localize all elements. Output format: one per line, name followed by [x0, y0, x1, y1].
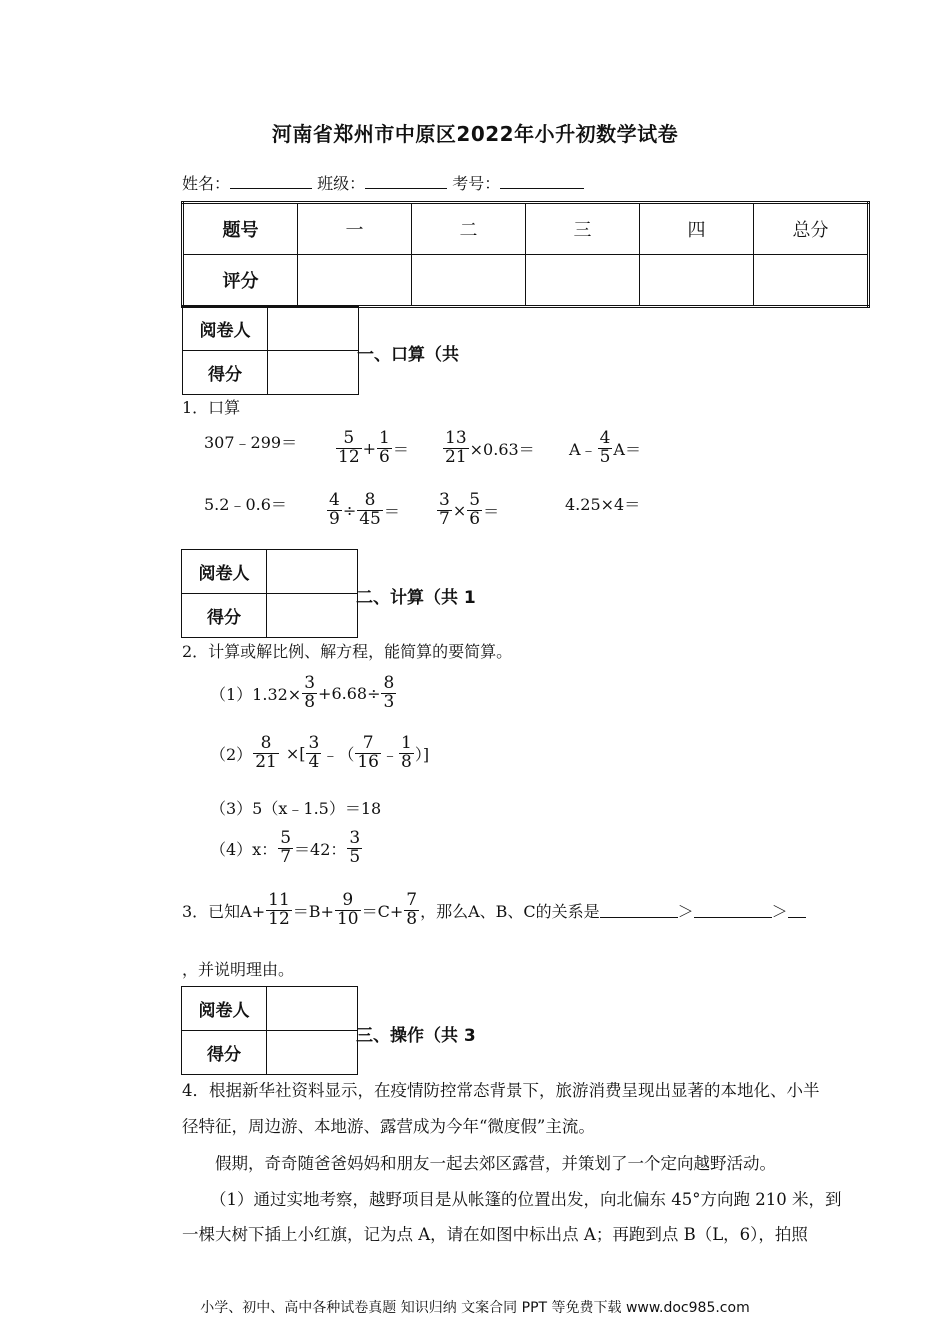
numerator: 8 [357, 492, 383, 511]
answer-blank[interactable] [600, 903, 678, 918]
math-text: ＝C+ [361, 901, 404, 921]
fraction [306, 735, 321, 772]
calc-item: （3）5（x﹣1.5）＝18 [210, 799, 382, 818]
math-item [569, 430, 641, 467]
denominator: 12 [268, 908, 290, 929]
denominator: 8 [400, 751, 412, 772]
operator: × [452, 500, 467, 520]
denominator: 6 [469, 508, 481, 529]
numerator: 4 [329, 490, 340, 510]
fraction [443, 430, 469, 467]
reviewer-score-label: 得分 [183, 351, 268, 395]
math-item [436, 492, 499, 529]
fraction [467, 492, 482, 529]
question-3-continuation: ，并说明理由。 [182, 960, 295, 979]
score-header-cell: 题号 [183, 203, 298, 255]
math-item [204, 492, 287, 515]
numerator: 1 [379, 428, 390, 448]
class-label: 班级： [317, 174, 366, 193]
score-header-cell: 一 [298, 203, 412, 255]
math-text: ，那么A、B、C的关系是 [420, 901, 600, 921]
math-text: ×0.63＝ [469, 439, 535, 459]
name-blank[interactable] [230, 174, 312, 189]
math-item [442, 430, 535, 467]
reviewer-score-cell[interactable] [267, 594, 358, 638]
reviewer-box [181, 549, 358, 638]
score-table [181, 201, 870, 308]
denominator: 5 [349, 846, 361, 867]
paragraph-line: 假期，奇奇随爸爸妈妈和朋友一起去郊区露营，并策划了一个定向越野活动。 [215, 1154, 776, 1173]
denominator: 5 [599, 446, 611, 467]
denominator: 16 [357, 751, 379, 772]
fraction [381, 675, 396, 712]
fraction [278, 830, 293, 867]
mental-math-row [204, 430, 297, 453]
denominator: 8 [304, 691, 316, 712]
operator: + [362, 438, 377, 458]
fraction [437, 492, 452, 529]
numerator: 7 [406, 890, 418, 910]
math-text: （4）x： [210, 839, 278, 859]
score-header-cell: 总分 [754, 203, 869, 255]
reviewer-box [181, 986, 358, 1075]
numerator: 9 [335, 892, 361, 911]
numerator: 3 [349, 828, 361, 848]
math-item: 307﹣299＝ [204, 433, 298, 452]
denominator: 9 [329, 508, 340, 529]
score-header-cell: 二 [412, 203, 526, 255]
denominator: 7 [280, 846, 292, 867]
math-item [335, 430, 409, 467]
numerator: 11 [268, 890, 290, 910]
math-text: 4.25×4＝ [565, 495, 641, 514]
math-text: 3．已知A+ [182, 901, 266, 921]
fraction [404, 892, 419, 929]
score-row-label: 评分 [183, 255, 298, 307]
calc-item [210, 735, 429, 772]
numerator: 8 [383, 673, 395, 693]
numerator: 3 [304, 673, 316, 693]
equals: ＝ [383, 501, 400, 521]
fraction [335, 892, 361, 929]
denominator: 12 [338, 446, 360, 467]
fraction [399, 735, 414, 772]
fraction [327, 492, 342, 529]
score-header-cell: 四 [640, 203, 754, 255]
exam-no-blank[interactable] [500, 174, 584, 189]
denominator: 4 [308, 751, 320, 772]
numerator: 5 [336, 430, 362, 449]
fraction [357, 492, 383, 529]
answer-blank[interactable] [694, 903, 772, 918]
math-text: ）] [414, 744, 430, 764]
denominator: 7 [439, 508, 450, 529]
math-text: ＝B+ [292, 901, 334, 921]
reviewer-score-cell[interactable] [268, 351, 359, 395]
reviewer-label: 阅卷人 [182, 987, 267, 1031]
greater-than: ＞ [677, 901, 694, 921]
fraction [253, 735, 279, 772]
score-cell[interactable] [640, 255, 754, 307]
answer-blank[interactable] [788, 903, 806, 918]
numerator: 3 [439, 490, 450, 510]
denominator: 6 [379, 446, 390, 467]
fraction [598, 430, 613, 467]
reviewer-cell[interactable] [267, 987, 358, 1031]
page-title: 河南省郑州市中原区2022年小升初数学试卷 [271, 122, 679, 146]
numerator: 5 [280, 828, 292, 848]
math-text: ﹣ [381, 744, 398, 764]
paragraph-line: 径特征，周边游、本地游、露营成为今年“微度假”主流。 [182, 1117, 595, 1136]
math-text: （1）1.32× [210, 684, 302, 704]
reviewer-label: 阅卷人 [182, 550, 267, 594]
math-text: +6.68÷ [318, 683, 381, 703]
paragraph-line: （1）通过实地考察，越野项目是从帐篷的位置出发，向北偏东 45°方向跑 210 米，到 [210, 1190, 842, 1209]
exam-no-label: 考号： [452, 174, 501, 193]
calc-item [210, 830, 363, 867]
denominator: 8 [406, 908, 418, 929]
reviewer-cell[interactable] [267, 550, 358, 594]
section-heading: 一、口算（共 [357, 345, 459, 365]
math-text: ×[ [285, 743, 306, 763]
operator: ÷ [342, 500, 357, 520]
reviewer-cell[interactable] [268, 307, 359, 351]
denominator: 10 [336, 908, 359, 929]
reviewer-score-label: 得分 [182, 594, 267, 638]
fraction [302, 675, 317, 712]
score-header-row [183, 203, 869, 255]
question-label: 1．口算 [182, 398, 241, 417]
score-value-row [183, 255, 869, 307]
calc-item [210, 675, 397, 712]
math-text: A﹣ [569, 439, 597, 459]
reviewer-box [182, 306, 359, 395]
denominator: 45 [359, 508, 381, 529]
section-heading: 二、计算（共 1 [356, 588, 476, 608]
equals: ＝ [483, 501, 500, 521]
numerator: 5 [469, 490, 481, 510]
math-text: （2） [210, 744, 253, 764]
numerator: 13 [445, 428, 467, 448]
question-label: 2．计算或解比例、解方程，能简算的要简算。 [182, 642, 513, 661]
math-text: ＝42： [294, 839, 347, 859]
fraction [347, 830, 362, 867]
numerator: 1 [400, 733, 412, 753]
fraction [377, 430, 392, 467]
reviewer-label: 阅卷人 [183, 307, 268, 351]
score-header-cell: 三 [526, 203, 640, 255]
greater-than: ＞ [771, 901, 788, 921]
fraction [355, 735, 381, 772]
score-cell[interactable] [526, 255, 640, 307]
denominator: 21 [445, 446, 467, 467]
numerator: 4 [599, 428, 611, 448]
name-label: 姓名： [182, 174, 231, 193]
math-item [326, 492, 400, 529]
reviewer-score-cell[interactable] [267, 1031, 358, 1075]
class-blank[interactable] [365, 174, 447, 189]
numerator: 7 [355, 735, 381, 754]
math-text: A＝ [613, 439, 641, 459]
denominator: 3 [383, 691, 395, 712]
score-cell[interactable] [412, 255, 526, 307]
question-3 [182, 892, 806, 929]
fraction [336, 430, 362, 467]
math-text: ﹣（ [322, 744, 355, 764]
score-cell[interactable] [754, 255, 869, 307]
fraction [266, 892, 292, 929]
equals: ＝ [392, 439, 409, 459]
footer: 小学、初中、高中各种试卷真题 知识归纳 文案合同 PPT 等免费下载 www.doc985.com [200, 1300, 750, 1316]
numerator: 8 [253, 735, 279, 754]
score-cell[interactable] [298, 255, 412, 307]
section-heading: 三、操作（共 3 [356, 1026, 476, 1046]
paragraph-line: 4．根据新华社资料显示，在疫情防控常态背景下，旅游消费呈现出显著的本地化、小半 [182, 1081, 820, 1100]
reviewer-score-label: 得分 [182, 1031, 267, 1075]
paragraph-line: 一棵大树下插上小红旗，记为点 A，请在如图中标出点 A；再跑到点 B（L，6），拍照 [182, 1225, 808, 1244]
denominator: 21 [255, 751, 277, 772]
numerator: 3 [308, 733, 320, 753]
student-info [182, 171, 584, 194]
math-item [565, 492, 640, 515]
math-text: 5.2﹣0.6＝ [204, 495, 287, 514]
